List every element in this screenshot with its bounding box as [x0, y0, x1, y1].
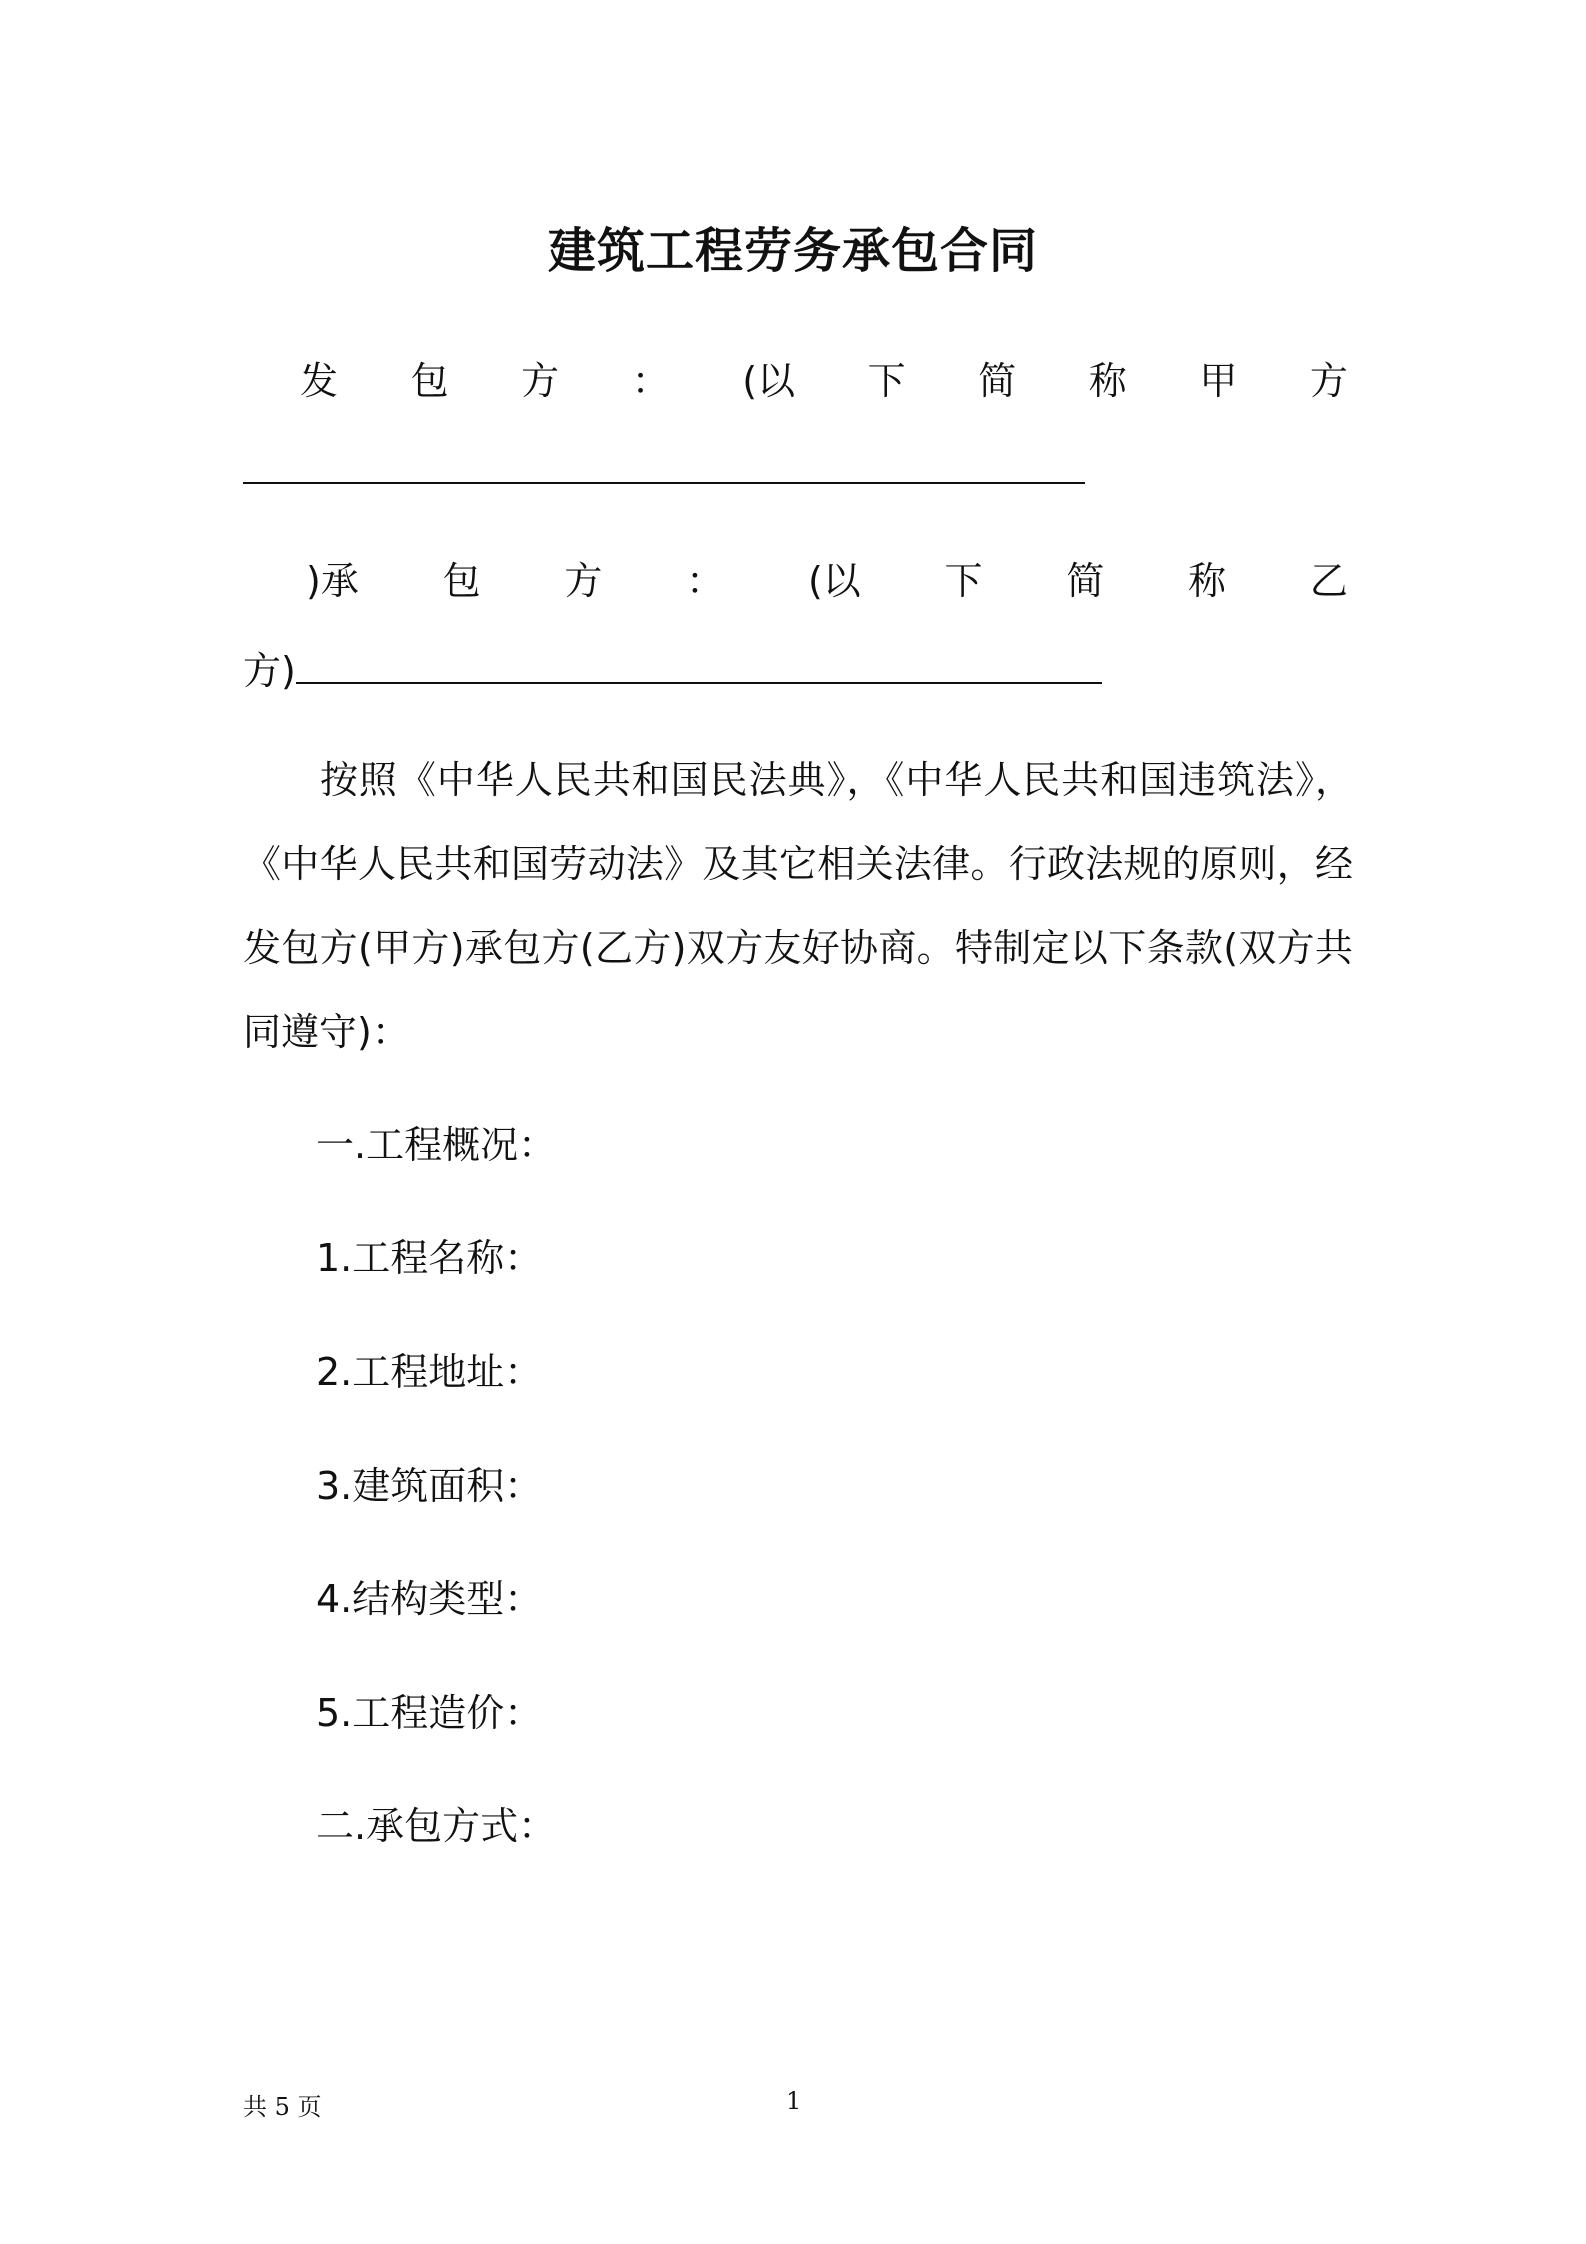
- party-a-char: 甲: [1199, 359, 1238, 403]
- party-a-char: 包: [410, 359, 449, 403]
- party-a-line: [300, 356, 1348, 406]
- party-b-tail: 方): [243, 649, 296, 693]
- intro-paragraph: [243, 738, 1353, 1074]
- project-item: 3.建筑面积：: [316, 1464, 543, 1508]
- page-number: 1: [786, 2087, 802, 2115]
- section-2-heading: 二.承包方式：: [316, 1804, 557, 1848]
- party-b-line: [306, 556, 1348, 606]
- project-item: 5.工程造价：: [316, 1691, 543, 1735]
- party-a-char: 发: [300, 359, 339, 403]
- party-b-char: 方: [564, 559, 603, 603]
- party-b-char: ：: [686, 559, 725, 603]
- section-1-heading: 一.工程概况：: [316, 1123, 557, 1167]
- party-a-underline: [243, 448, 1085, 484]
- document-title: 建筑工程劳务承包合同: [547, 223, 1038, 279]
- party-a-char: 方: [521, 359, 560, 403]
- party-b-char: (以: [807, 559, 861, 603]
- party-b-fill-line: [243, 646, 1102, 696]
- intro-text: 按照《中华人民共和国民法典》，《中华人民共和国违筑法》，《中华人民共和国劳动法》及其它相关法律。行政法规的原则，经发包方(甲方)承包方(乙方)双方友好协商。特制定以下条款(双方共同遵守)：: [243, 758, 1353, 1054]
- party-b-underline: [296, 648, 1102, 684]
- party-a-char: 方: [1309, 359, 1348, 403]
- party-a-char: 称: [1088, 359, 1127, 403]
- project-item: 1.工程名称：: [316, 1236, 543, 1280]
- party-b-char: 简: [1066, 559, 1105, 603]
- party-a-char: 简: [978, 359, 1017, 403]
- total-pages-label: 共 5 页: [243, 2093, 322, 2121]
- party-b-char: 称: [1188, 559, 1227, 603]
- party-a-char: 下: [867, 359, 906, 403]
- party-b-char: 包: [442, 559, 481, 603]
- party-b-char: )承: [306, 559, 359, 603]
- project-item: 2.工程地址：: [316, 1350, 543, 1394]
- party-b-char: 乙: [1309, 559, 1348, 603]
- party-a-char: ：: [631, 359, 670, 403]
- project-item: 4.结构类型：: [316, 1577, 543, 1621]
- party-a-fill-line: [243, 446, 1085, 496]
- party-a-char: (以: [742, 359, 796, 403]
- party-b-char: 下: [944, 559, 983, 603]
